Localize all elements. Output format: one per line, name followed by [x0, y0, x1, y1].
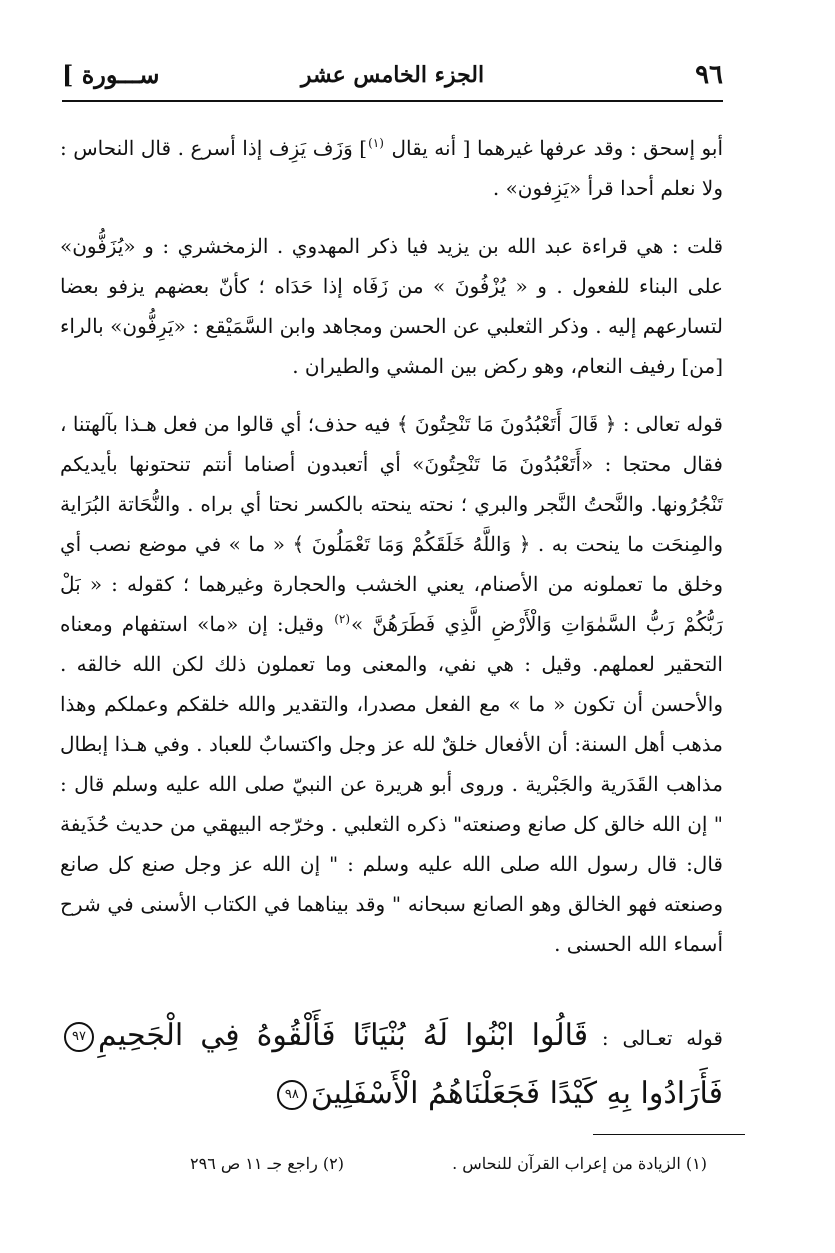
aya-number-marker-2: ٩٨	[277, 1080, 307, 1110]
paragraph-3-part-b: وقيل: إن «ما» استفهام ومعناه التحقير لعملهم. وقيل : هي نفي، والمعنى وما تعملون ذلك لكن الله خالقه . والأحسن أن تكون « ما » مع الفعل مصدرا، والتقدير والله خلقكم وعملكم وهذا مذهب أهل السنة: أن الأفعال خلقٌ لله عز وجل واكتسابٌ للعباد . وفي هـذا إبطال مذاهب القَدَرية والجَبْرية . وروى أبو هريرة عن النبيّ صلى الله عليه وسلم قال : " إن الله خالق كل صانع وصنعته" ذكره الثعلبي . وخرّجه البيهقي من حديث حُذَيفة قال: قال رسول الله صلى الله عليه وسلم : " إن الله عز وجل صنع كل صانع وصنعته فهو الخالق وهو الصانع سبحانه " وقد بيناهما في الكتاب الأسنى في شرح أسماء الله الحسنى .	[59, 612, 723, 956]
quran-verse-block	[60, 1008, 723, 1122]
paragraph-1-part-a: أبو إسحق : وقد عرفها غيرهما [ أنه يقال	[384, 136, 724, 160]
footnote-ref-1: (١)	[368, 136, 384, 151]
part-title: الجزء الخامس عشر	[300, 62, 485, 88]
footnote-divider	[593, 1134, 745, 1135]
main-text	[60, 128, 723, 964]
page-number: ٩٦	[695, 60, 723, 90]
verse-intro: قوله تعـالى :	[588, 1026, 723, 1050]
verse-text-1: قَالُوا ابْنُوا لَهُ بُنْيَانًا فَأَلْقُوهُ فِي الْجَحِيمِ	[98, 1018, 589, 1053]
footnote-ref-2: (٢)	[334, 612, 351, 627]
running-header	[62, 56, 723, 100]
footnotes	[190, 1150, 707, 1178]
paragraph-3-part-a: قوله تعالى : ﴿ قَالَ أَتَعْبُدُونَ مَا تَنْحِتُونَ ﴾ فيه حذف؛ أي قالوا من فعل هـذا بآلهتنا ، فقال محتجا : «أَتَعْبُدُونَ مَا تَنْحِتُونَ» أي أتعبدون أصناما أنتم تنحتونها بأيديكم تَنْجُرُونها. والنَّحتُ النَّجر والبري ؛ نحته ينحته بالكسر نحتا أي براه . والنُّحَاتة البُرَاية والمِنحَت ما ينحت به . ﴿ وَاللَّهُ خَلَقَكُمْ وَمَا تَعْمَلُونَ ﴾ « ما » في موضع نصب أي وخلق ما تعملونه من الأصنام، يعني الخشب والحجارة وغيرهما ؛ كقوله : « بَلْ رَبُّكُمْ رَبُّ السَّمٰوَاتِ وَالْأَرْضِ الَّذِي فَطَرَهُنَّ »	[60, 412, 724, 636]
paragraph-2: قلت : هي قراءة عبد الله بن يزيد فيا ذكر المهدوي . الزمخشري : و «يُزَفُّون» على البناء للفعول . و « يُزْفُونَ » من زَفَاه إذا حَدَاه ؛ كأنّ بعضهم يزفو بعضا لتسارعهم إليه . وذكر الثعلبي عن الحسن ومجاهد وابن السَّمَيْقع : «يَرِفُّون» بالراء [من] رفيف النعام، وهو ركض بين المشي والطيران .	[60, 234, 723, 378]
aya-number-marker-1: ٩٧	[64, 1022, 94, 1052]
paragraph-1-part-b: ] وَزَف يَزِف إذا أسرع . قال النحاس : ولا نعلم أحدا قرأ «يَزِفون» .	[60, 136, 723, 200]
verse-text-2: فَأَرَادُوا بِهِ كَيْدًا فَجَعَلْنَاهُمُ الْأَسْفَلِينَ	[310, 1076, 723, 1111]
footnote-2: (٢) راجع جـ ١١ ص ٢٩٦	[190, 1154, 344, 1173]
footnote-1: (١) الزيادة من إعراب القرآن للنحاس .	[452, 1154, 707, 1173]
paragraph-1	[60, 128, 723, 208]
paragraph-3	[60, 404, 723, 964]
surah-label: [ ســـورة	[62, 60, 160, 89]
header-divider	[62, 100, 723, 102]
